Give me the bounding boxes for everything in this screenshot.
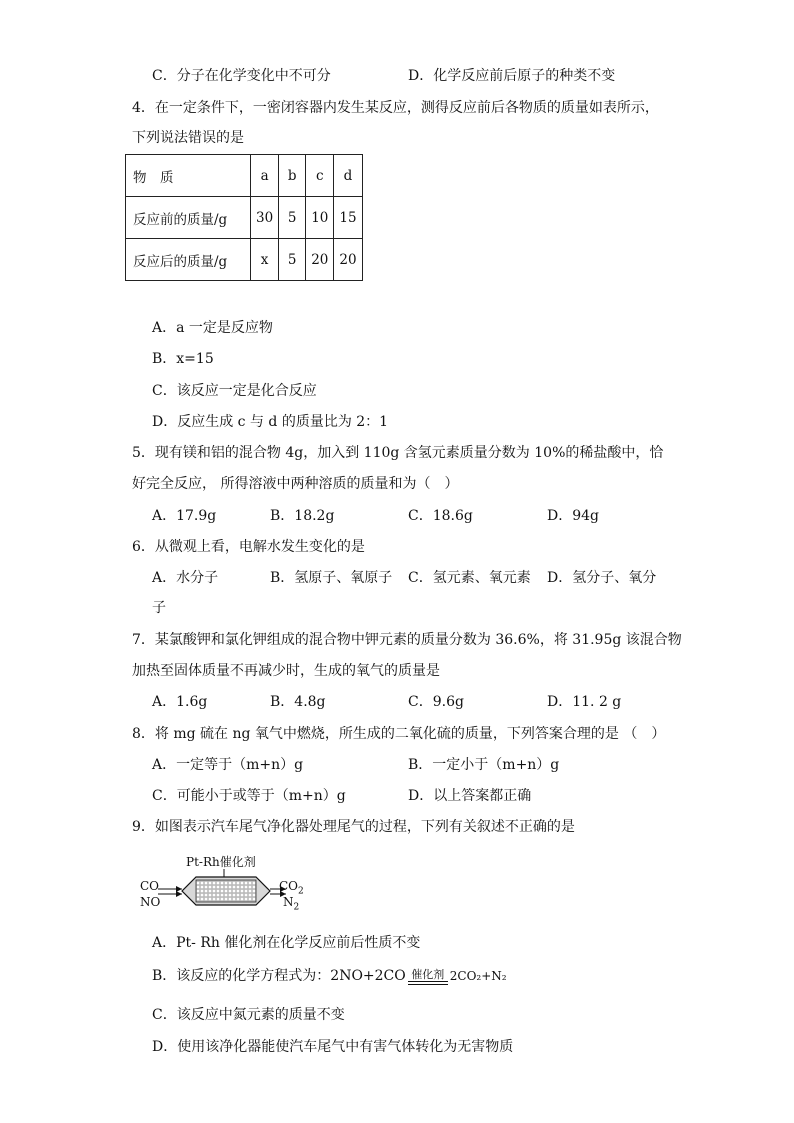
input-no-label: NO xyxy=(140,895,161,909)
q4-option-d: D．反应生成 c 与 d 的质量比为 2：1 xyxy=(152,414,389,430)
table-header-cell: c xyxy=(306,155,334,197)
q7-stem-line1: 7．某氯酸钾和氯化钾组成的混合物中钾元素的质量分数为 36.6%，将 31.95g 该混合物 xyxy=(132,632,682,648)
q8-option-c: C．可能小于或等于（m+n）g xyxy=(152,788,346,804)
q5-option-b: B．18.2g xyxy=(270,508,335,524)
q5-option-d: D．94g xyxy=(547,508,600,524)
table-cell: 20 xyxy=(334,239,362,281)
table-cell: 反应前的质量/g xyxy=(126,197,251,239)
q7-option-b: B．4.8g xyxy=(270,694,326,710)
reaction-equals-sign xyxy=(408,981,448,985)
table-header-cell: a xyxy=(251,155,279,197)
q4-option-a: A．a 一定是反应物 xyxy=(152,320,273,336)
q5-stem-line2: 好完全反应， 所得溶液中两种溶质的质量和为（ ） xyxy=(132,476,459,492)
output-co2-subscript: 2 xyxy=(298,886,304,897)
q4-stem-line1: 4．在一定条件下，一密闭容器内发生某反应，测得反应前后各物质的质量如表所示， xyxy=(132,100,659,116)
q9-option-b-products: 2CO₂+N₂ xyxy=(449,969,507,983)
table-cell: 反应后的质量/g xyxy=(126,239,251,281)
q3-option-c: C．分子在化学变化中不可分 xyxy=(152,68,331,84)
reaction-arrow xyxy=(408,968,448,985)
q7-option-c: C．9.6g xyxy=(408,694,464,710)
mass-table xyxy=(125,154,363,281)
output-co2-text: CO xyxy=(279,879,299,893)
table-cell: 30 xyxy=(251,197,279,239)
q3-option-d: D．化学反应前后原子的种类不变 xyxy=(408,68,616,84)
q5-option-c: C．18.6g xyxy=(408,508,473,524)
q9-stem: 9．如图表示汽车尾气净化器处理尾气的过程，下列有关叙述不正确的是 xyxy=(132,819,575,835)
input-co-label: CO xyxy=(140,879,160,893)
q5-option-a: A．17.9g xyxy=(152,508,217,524)
table-header-cell: b xyxy=(279,155,306,197)
table-cell: 20 xyxy=(306,239,334,281)
q8-option-a: A．一定等于（m+n）g xyxy=(152,757,304,773)
table-header-cell: d xyxy=(334,155,362,197)
q4-option-b: B．x=15 xyxy=(152,351,214,367)
q6-option-b: B．氢原子、氧原子 xyxy=(270,570,393,586)
output-n2-subscript: 2 xyxy=(293,902,300,913)
q9-option-c: C．该反应中氮元素的质量不变 xyxy=(152,1007,345,1023)
q9-option-b-prefix: B．该反应的化学方程式为：2NO+2CO xyxy=(152,968,406,984)
table-cell: 10 xyxy=(306,197,334,239)
q6-option-a: A．水分子 xyxy=(152,570,219,586)
q9-option-a: A．Pt- Rh 催化剂在化学反应前后性质不变 xyxy=(152,935,421,951)
table-cell: 5 xyxy=(279,239,306,281)
q7-option-a: A．1.6g xyxy=(152,694,208,710)
q6-option-d-continued: 子 xyxy=(152,600,166,616)
q6-option-d: D．氢分子、氧分 xyxy=(547,570,657,586)
q7-stem-line2: 加热至固体质量不再减少时，生成的氧气的质量是 xyxy=(132,663,440,679)
q8-option-b: B．一定小于（m+n）g xyxy=(408,757,560,773)
table-row xyxy=(126,155,363,197)
table-row xyxy=(126,239,363,281)
q6-option-c: C．氢元素、氧元素 xyxy=(408,570,531,586)
q4-option-c: C．该反应一定是化合反应 xyxy=(152,383,317,399)
table-cell: 5 xyxy=(279,197,306,239)
q4-stem-line2: 下列说法错误的是 xyxy=(132,130,244,146)
q8-option-d: D．以上答案都正确 xyxy=(408,788,532,804)
reaction-condition: 催化剂 xyxy=(411,967,445,981)
q9-option-b xyxy=(152,966,507,986)
table-cell: 15 xyxy=(334,197,362,239)
q8-stem: 8．将 mg 硫在 ng 氧气中燃烧，所生成的二氧化硫的质量，下列答案合理的是 （ ） xyxy=(132,726,666,742)
q7-option-d: D．11. 2 g xyxy=(547,694,622,710)
output-co2-label xyxy=(279,879,304,896)
catalyst-label: Pt-Rh催化剂 xyxy=(186,855,256,869)
q6-stem: 6．从微观上看，电解水发生变化的是 xyxy=(132,539,365,555)
table-header-cell: 物 质 xyxy=(126,155,251,197)
output-n2-text: N xyxy=(283,895,294,909)
q9-option-d: D．使用该净化器能使汽车尾气中有害气体转化为无害物质 xyxy=(152,1039,514,1055)
table-cell: x xyxy=(251,239,279,281)
q5-stem-line1: 5．现有镁和铝的混合物 4g，加入到 110g 含氢元素质量分数为 10%的稀盐酸中，恰 xyxy=(132,445,664,461)
output-n2-label xyxy=(283,895,299,912)
table-row xyxy=(126,197,363,239)
catalytic-converter-diagram xyxy=(136,853,316,915)
